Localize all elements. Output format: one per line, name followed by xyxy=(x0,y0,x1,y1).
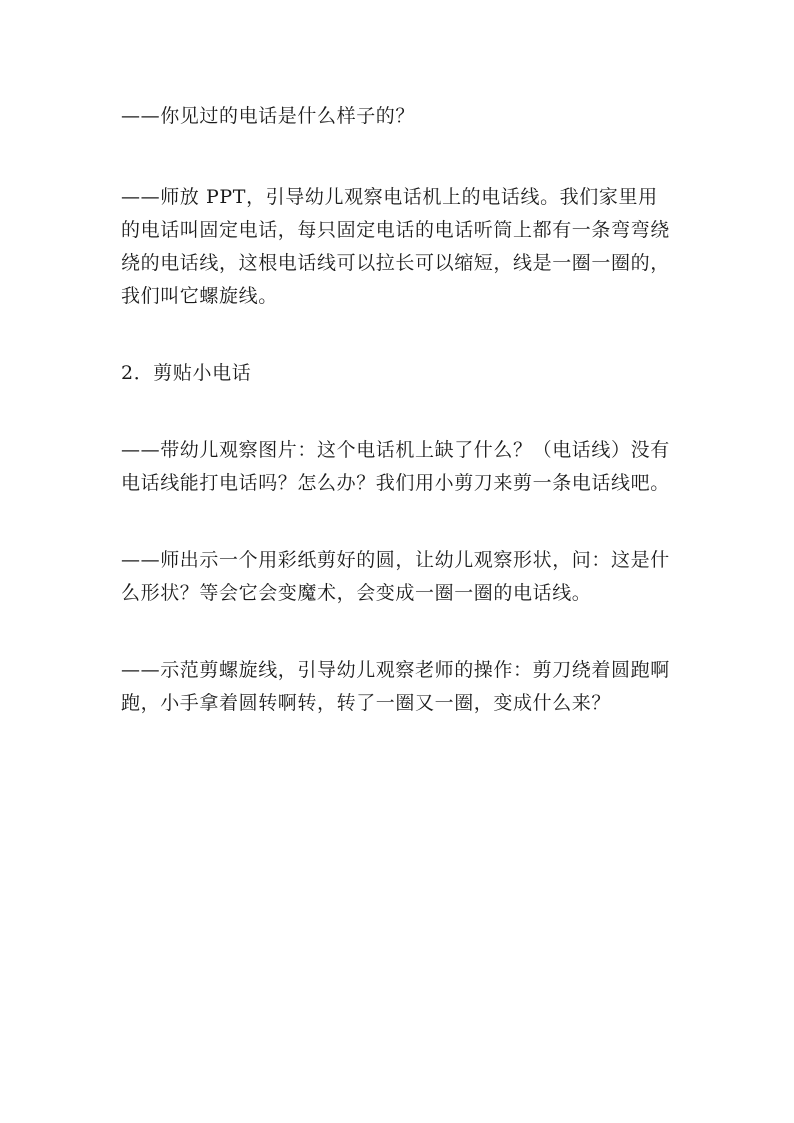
paragraph-observe-picture: ——带幼儿观察图片：这个电话机上缺了什么？（电话线）没有电话线能打电话吗？怎么办？我们用小剪刀来剪一条电话线吧。 xyxy=(121,439,670,494)
paragraph-ppt-intro: ——师放 PPT，引导幼儿观察电话机上的电话线。我们家里用的电话叫固定电话，每只固定电话的电话听筒上都有一条弯弯绕绕的电话线，这根电话线可以拉长可以缩短，线是一圈一圈的，我们叫它螺旋线。 xyxy=(121,186,670,307)
paragraph-show-circle: ——师出示一个用彩纸剪好的圆，让幼儿观察形状，问：这是什么形状？等会它会变魔术，会变成一圈一圈的电话线。 xyxy=(121,549,670,604)
section-heading: 2．剪贴小电话 xyxy=(121,362,252,384)
paragraph-demo-spiral: ——示范剪螺旋线，引导幼儿观察老师的操作：剪刀绕着圆跑啊跑，小手拿着圆转啊转，转了一圈又一圈，变成什么来？ xyxy=(121,659,670,714)
document-body xyxy=(121,100,677,764)
paragraph-question: ——你见过的电话是什么样子的？ xyxy=(121,105,416,127)
